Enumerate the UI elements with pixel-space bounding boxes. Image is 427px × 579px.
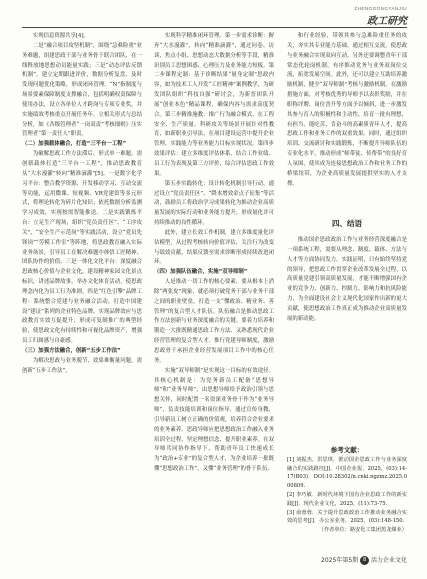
subsection-heading: （三）加强方法融合，创新“五步工作法”: [22, 348, 121, 354]
references-block: [287, 446, 407, 535]
body-paragraph: 实现科学精准闭环管理。第一步需求诊断：摒弃“大水漫灌”，转向“精准滴灌”，通过问卷、访谈、焦点小组、思想动态大数据分析等手段，精准识别员工思想困惑、心理压力及业务能力短板。第二步课程定制：基于诊断结果“量身定制”思政内容，如为技术工人开发“工匠精神”案例教学，为研发团队组织“科技自强”研讨会，为新晋团队开展“创业本色”精品课程，确保内容与需求高度契合。第三步精准施教：推广行为融合模式，在工程安全、生产质量、科研攻关等场景开展针对性教育，如新职业引导法，在项目建设运营中提升企业管理、实践能力等业务能力目标实现状况。第四步效果评估：建立多维度评估体系，结合工作业绩、员工行为表现及第三方评价，综合评估思政工作效果。: [154, 33, 274, 177]
text-column-3: [287, 32, 407, 212]
body-paragraph: 为破解思政工作方法滞后、形式单一难题，需创新载体打造“三平台一工程”，推动思政教育从“大水漫灌”转向“精准滴灌”[5]。一是数字化学习平台：整合教学资源，开发移动学习、互动交流等功能，运用微课、短视频、VR党建馆等多元形式，将理论转化为碎片化知识；依托数据分析监测学习成效，实现按需智能推送。二是实践锻炼平台：立足生产现场，组织“党员责任区”、“工序攻关”、“安全生产示范岗”等实践活动，设立“党员先锋岗”“劳模工作室”等阵地，将思政教育融入实际业务场景，引导员工在解决难题中体悟工匠精神、团队协作的价值。三是一体化文化平台：深度融合思政核心价值与企业文化，建设精神家园文化景点标识，讲述品牌故事，举办文化体育活动，使思政理念内化为员工行为准则。四是“红色引擎”品牌工程：系统整合党建与业务融合活动，打造中国建设“建证”系列的企业特色品牌，实现品牌效应与思政教育实效互促提升，形成可复制推广的典型经验，使思政文化有持续性和可视化品牌资产，增强员工归属感与自豪感。: [22, 151, 142, 345]
body-paragraph: 和行业经验，带领其参与急难险重任务的攻关，夯实其专业能力基础。通过相互交流，使思政与业务融合实现双向互动。另外还要调整青年干部常态化轮岗机制，有序推动党务与业务双岗位交流，拓宽发展空间。此外，还可以建立互助培养激励机制，健全“双导师制”考核与激励机制。在激励措施方面，对考核优秀的导师予以表彰奖励，并在职称评聘、岗位晋升等方面予以倾斜，进一步激发其参与育人的积极性和主动性，培育一批有理想、有担当、能吃苦、肯奋斗的高素质青年人才，提高思政工作和业务工作的双重效果。同时，通过组织培训、交流研讨和实践锻炼，不断提升导师队伍的专业化水平，推动形成“师带徒、传帮带”的良好育人氛围，使其成为连接思想政治工作和业务工作的桥梁纽带，为企业高质量发展提供坚实的人才支撑。: [287, 33, 407, 187]
text-column-1: [22, 32, 142, 547]
conclusion-paragraph: 推动国企思政政治工作与业务经营深度融合是一项系统工程，需要从理念、制度、载体、方法与人才等方面协同发力。实践证明，只有始终坚持党的领导，把思政工作贯穿企业改革发展全过程，以高质量党建引领高质量发展，才能不断增强国有企业的竞争力、创新力、控制力、影响力和抗风险能力，为全面建设社会主义现代化国家作出新的更大贡献，使思想政治工作真正成为推动企业高质量发展的新动能。: [287, 237, 407, 322]
publication-name: 活力企业文化: [370, 557, 407, 564]
header-rule: [22, 27, 407, 28]
subsection-heading: （四）加强队伍融合，实施“双导师制”: [154, 269, 248, 276]
body-paragraph: 二是“融合项目攻坚机制”，围绕“急难险重”业务难题，组建思政干部与业务骨干联合团队，在一线释放地思想动员能量实践；三是“动态评估反馈机制”，建立定期跟进评价，数据分析复盘，及时发现问题优化策略，形成闭环管理。“N”指制度与场景要素保障制度支撑融合，包括明确权责保障与使用办法，设立各单位人才跨岗与专项专业奖，并实施绩效考核重点开展任务年。立相关形式与总结分析，如《各级管理者“一岗双责”考核细则》压实管理者“第一责任人”职责。: [22, 42, 142, 138]
page-number: 8: [360, 556, 369, 565]
issue-label: 2025年第5期: [321, 557, 359, 564]
section-header-title: 政工研究: [367, 16, 407, 27]
author-affiliation: （作者单位：路安化工集团黑龙煤业）: [318, 527, 407, 534]
section-heading-conclusion: 四、结语: [332, 219, 362, 228]
page-footer: [321, 555, 407, 565]
body-paragraph: 此外，建立长效工作机制，建立多维度量化评估模型，从过程考核转向价值评估，关注行为改变与绩效贡献，结果反馈至需求诊断形成持续改进闭环。: [154, 229, 274, 266]
body-paragraph: 人是推动一切工作的核心要素，要从根本上消除“两张皮”现象，就必须打破党务干部与业务干部之间的职业壁垒，打造一支“懂政治、精业务、善管理”的复合型人才队伍。队伍融合是推动思政工作方法创新与业务深度融合的关键。要着力培养和锻造一大批既精通思政工作方法、又熟悉现代企业经营管理的复合型人才。推行党建导师制度，激励思政骨干承担企业经营发展项目工作中的核心任务。: [154, 279, 274, 364]
body-paragraph: 为解决思政与业务脱节、效果难衡量问题，需创新“五步工作法”，: [22, 357, 142, 374]
body-paragraph: 第五步实践转化：设计转化机制引导行动，通过设立“党员责任区”、“降本增效金点子征集”等活动，鼓励员工将政治学习成果转化为推动企业高质量发展的实际行动和业务能力提升，形成量化并可持续推动的良性循环。: [154, 180, 274, 227]
text-column-2: [154, 32, 274, 547]
reference-item: [2] 李巧敏．新时代环境下国有企业思政工作的新实践[J]．现代企业文化，2025，(11):73-75.: [287, 491, 407, 507]
conclusion-body: [287, 236, 407, 436]
reference-item: [3] 俞蓉蓉．关于提升思政政治工作推动业务融合实效的思考[J]．办公室业务，2025，(03):148-150.: [287, 509, 407, 525]
reference-item: [1] 刘振杰，洪思琪．推动国企思政工作与业务深度融合的实践路径[J]．中国企业报，2025，(03):14-17(B03)．DOI:10.28302/n.cnki.ngzmz.2025.000809.: [287, 456, 407, 490]
references-title: 参考文献：: [330, 446, 364, 454]
body-paragraph: 实现信息资源共享[4]。: [32, 33, 89, 39]
body-paragraph: 实施“双导师制”是实现这一目标的有效途径。其核心机制是：为党务新员工配备“思想导师”和“业务导师”，由思想导师给予政治引领与思想关怀，同时配置一名资深业务骨干作为“业务导师”，负责技能培训和岗位指导。通过宣传身教，引导新员工树立正确的价值观，培养符合企业要求的业务素养。思政导师应把思想政治工作融入业务培训全过程，坚定理想信念、提升职业素养。在双导师共同协作指导下，帮助青年员工快速成长为“政治+专业”的复合型人才，为企业培养一批既懂“思想政治工作”、又懂“业务管理”的骨干队伍。: [154, 367, 274, 473]
subsection-heading: （二）加强载体融合，打造“三平台一工程”: [22, 141, 127, 148]
journal-name-en: ZHENGGONGYANJIU: [354, 6, 407, 11]
